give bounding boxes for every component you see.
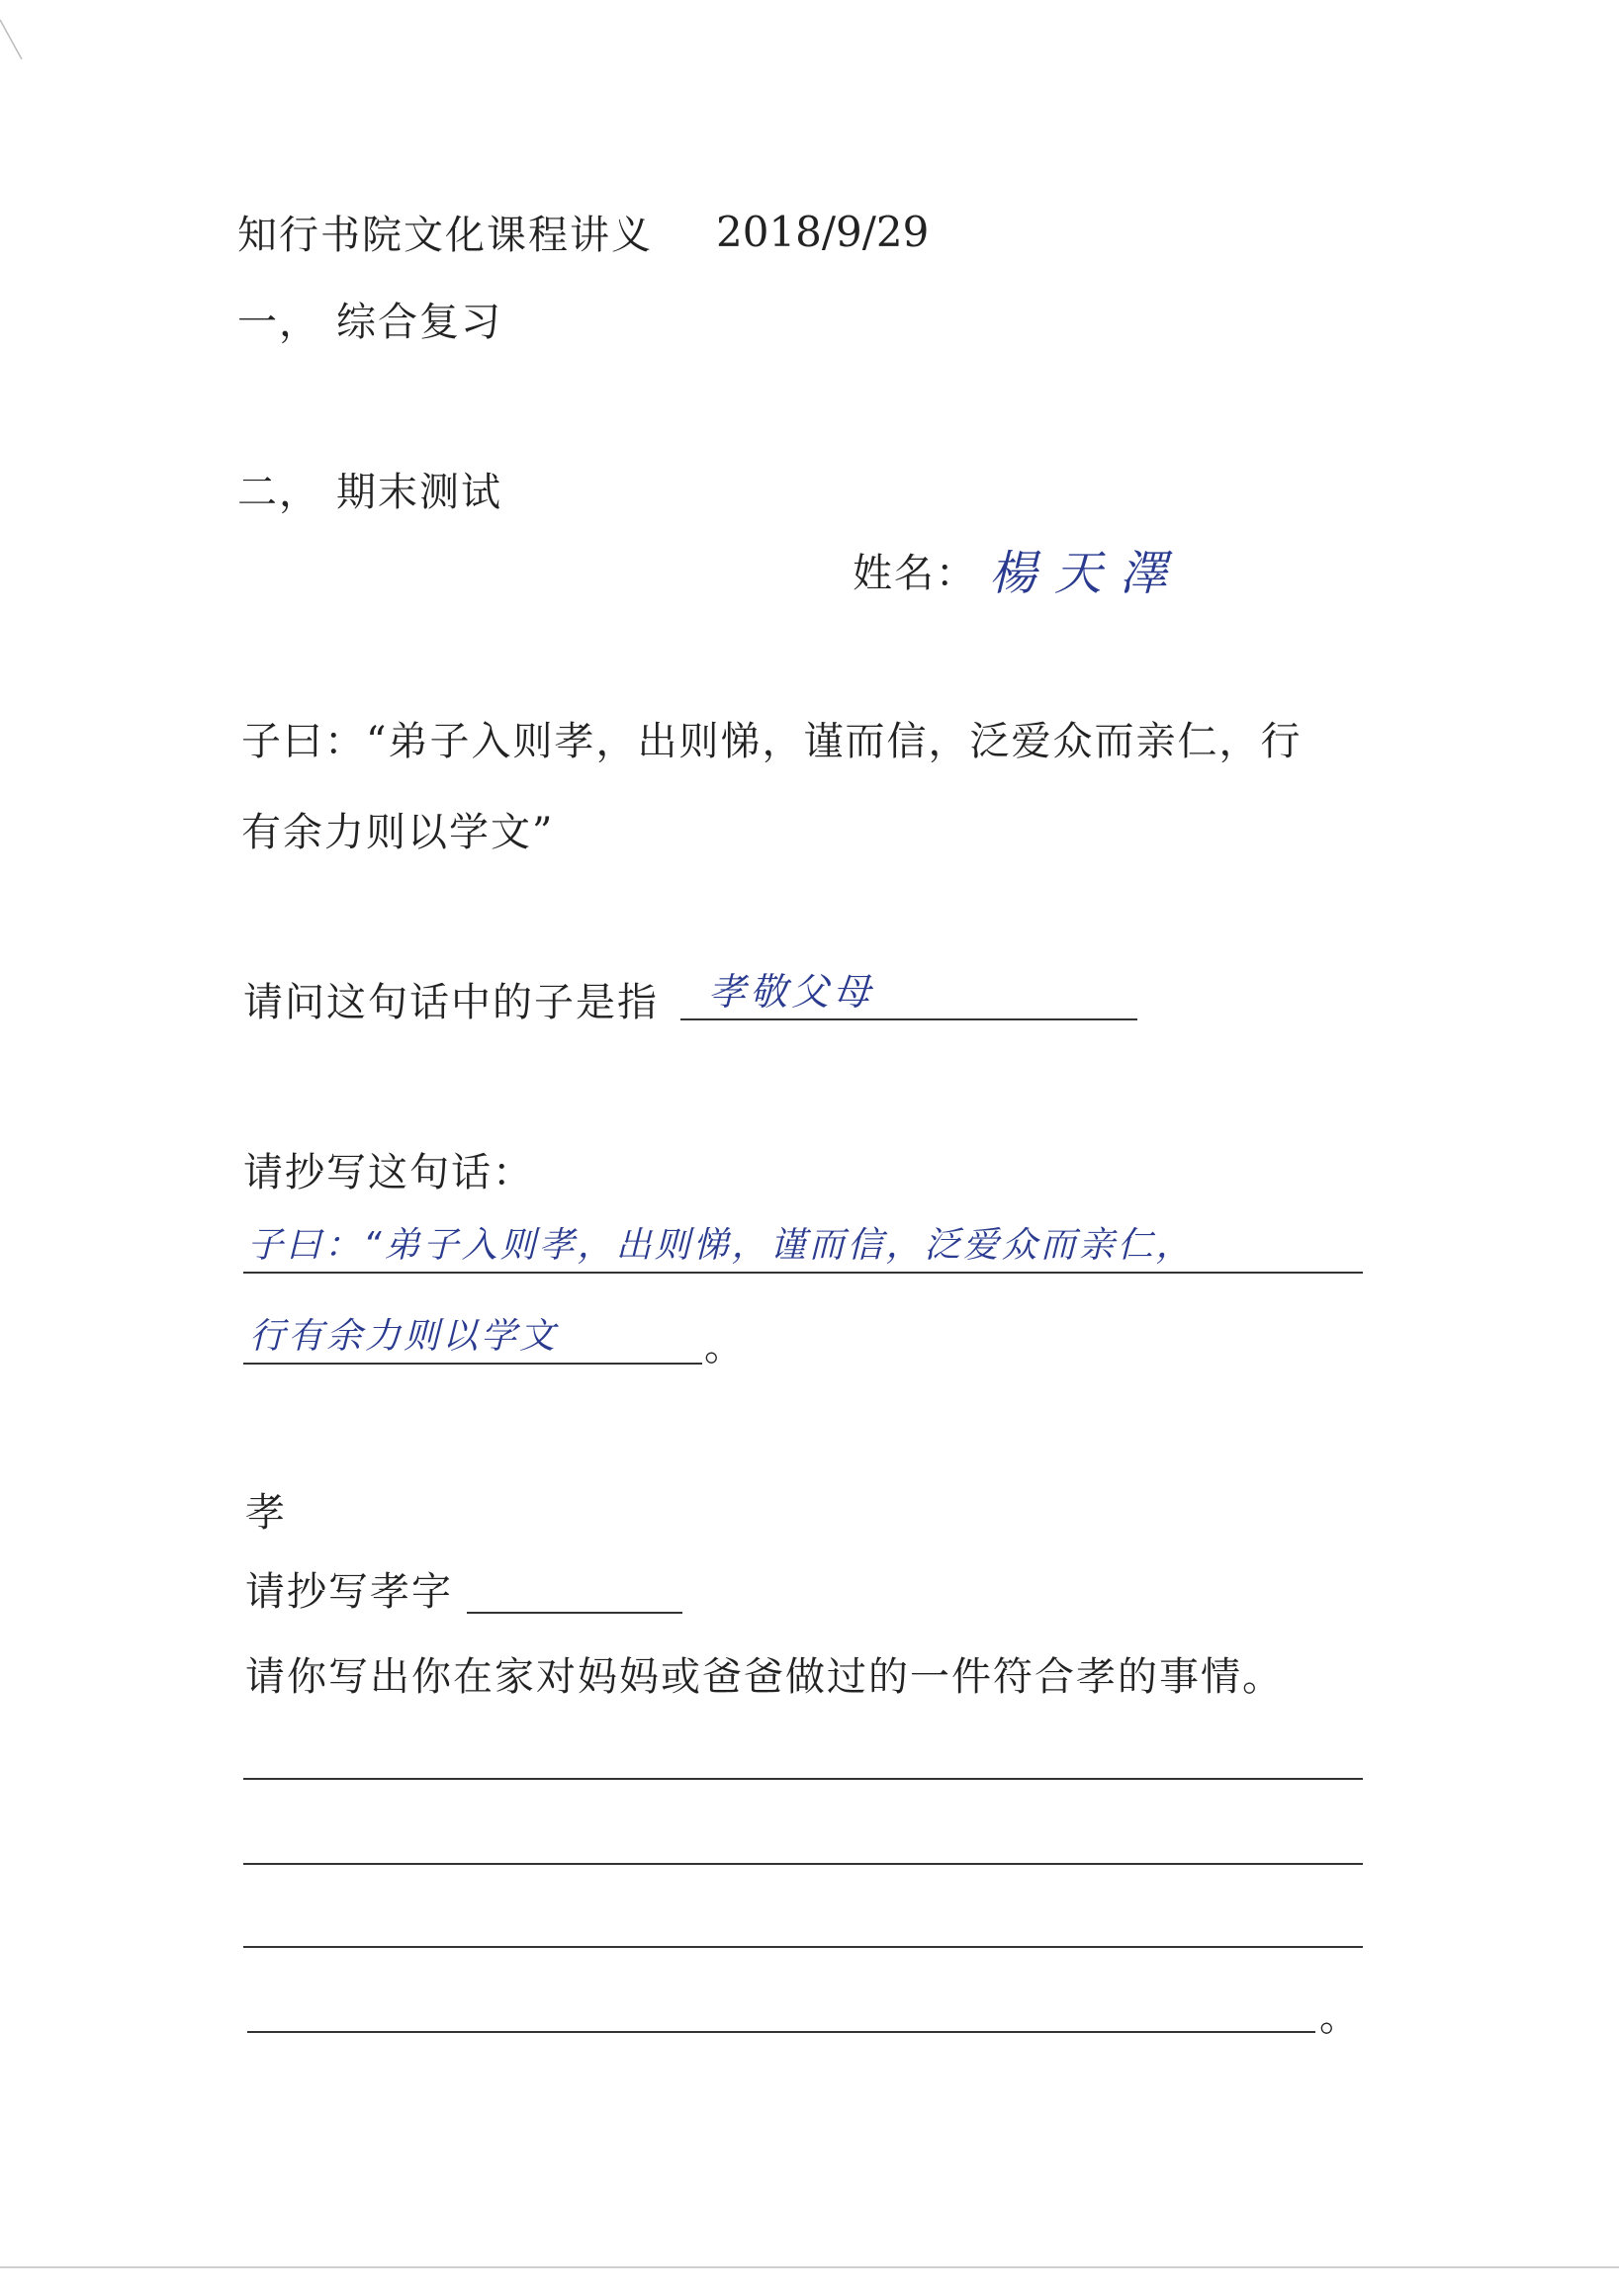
answer-2-line-1 <box>243 1272 1363 1274</box>
answer-3-line <box>467 1612 682 1614</box>
name-label: 姓名： <box>853 551 977 596</box>
section-1-label: 一， <box>237 300 320 345</box>
quote-line-1: 子曰：“弟子入则孝，出则悌，谨而信，泛爱众而亲仁，行 <box>241 719 1303 764</box>
answer-1-line <box>680 1018 1137 1020</box>
document-date: 2018/9/29 <box>716 208 930 256</box>
name-handwritten: 楊天澤 <box>989 546 1186 601</box>
section-2-title: 期末测试 <box>336 470 502 515</box>
answer-2-handwritten-line-1: 子曰：“弟子入则孝，出则悌，谨而信，泛爱众而亲仁， <box>247 1225 1195 1266</box>
question-4: 请你写出你在家对妈妈或爸爸做过的一件符合孝的事情。 <box>245 1654 1284 1700</box>
document-title: 知行书院文化课程讲义 <box>237 213 653 258</box>
answer-4-period: 。 <box>1319 1994 1359 2040</box>
xiao-character-heading: 孝 <box>245 1490 287 1536</box>
scan-corner-mark <box>0 0 59 59</box>
question-3: 请抄写孝字 <box>245 1569 453 1615</box>
quote-line-2: 有余力则以学文” <box>241 810 555 855</box>
answer-2-period: 。 <box>704 1324 744 1369</box>
answer-4-line-1 <box>243 1778 1363 1780</box>
scan-bottom-edge <box>0 2266 1619 2268</box>
answer-4-line-2 <box>243 1863 1363 1865</box>
section-1-title: 综合复习 <box>336 300 502 345</box>
section-2-label: 二， <box>237 470 320 515</box>
answer-4-line-4 <box>247 2031 1315 2033</box>
question-2: 请抄写这句话： <box>243 1150 534 1195</box>
answer-2-handwritten-line-2: 行有余力则以学文 <box>249 1316 559 1357</box>
answer-1-handwritten: 孝敬父母 <box>708 970 875 1014</box>
answer-2-line-2 <box>243 1363 702 1365</box>
question-1: 请问这句话中的子是指 <box>243 980 659 1025</box>
answer-4-line-3 <box>243 1946 1363 1948</box>
